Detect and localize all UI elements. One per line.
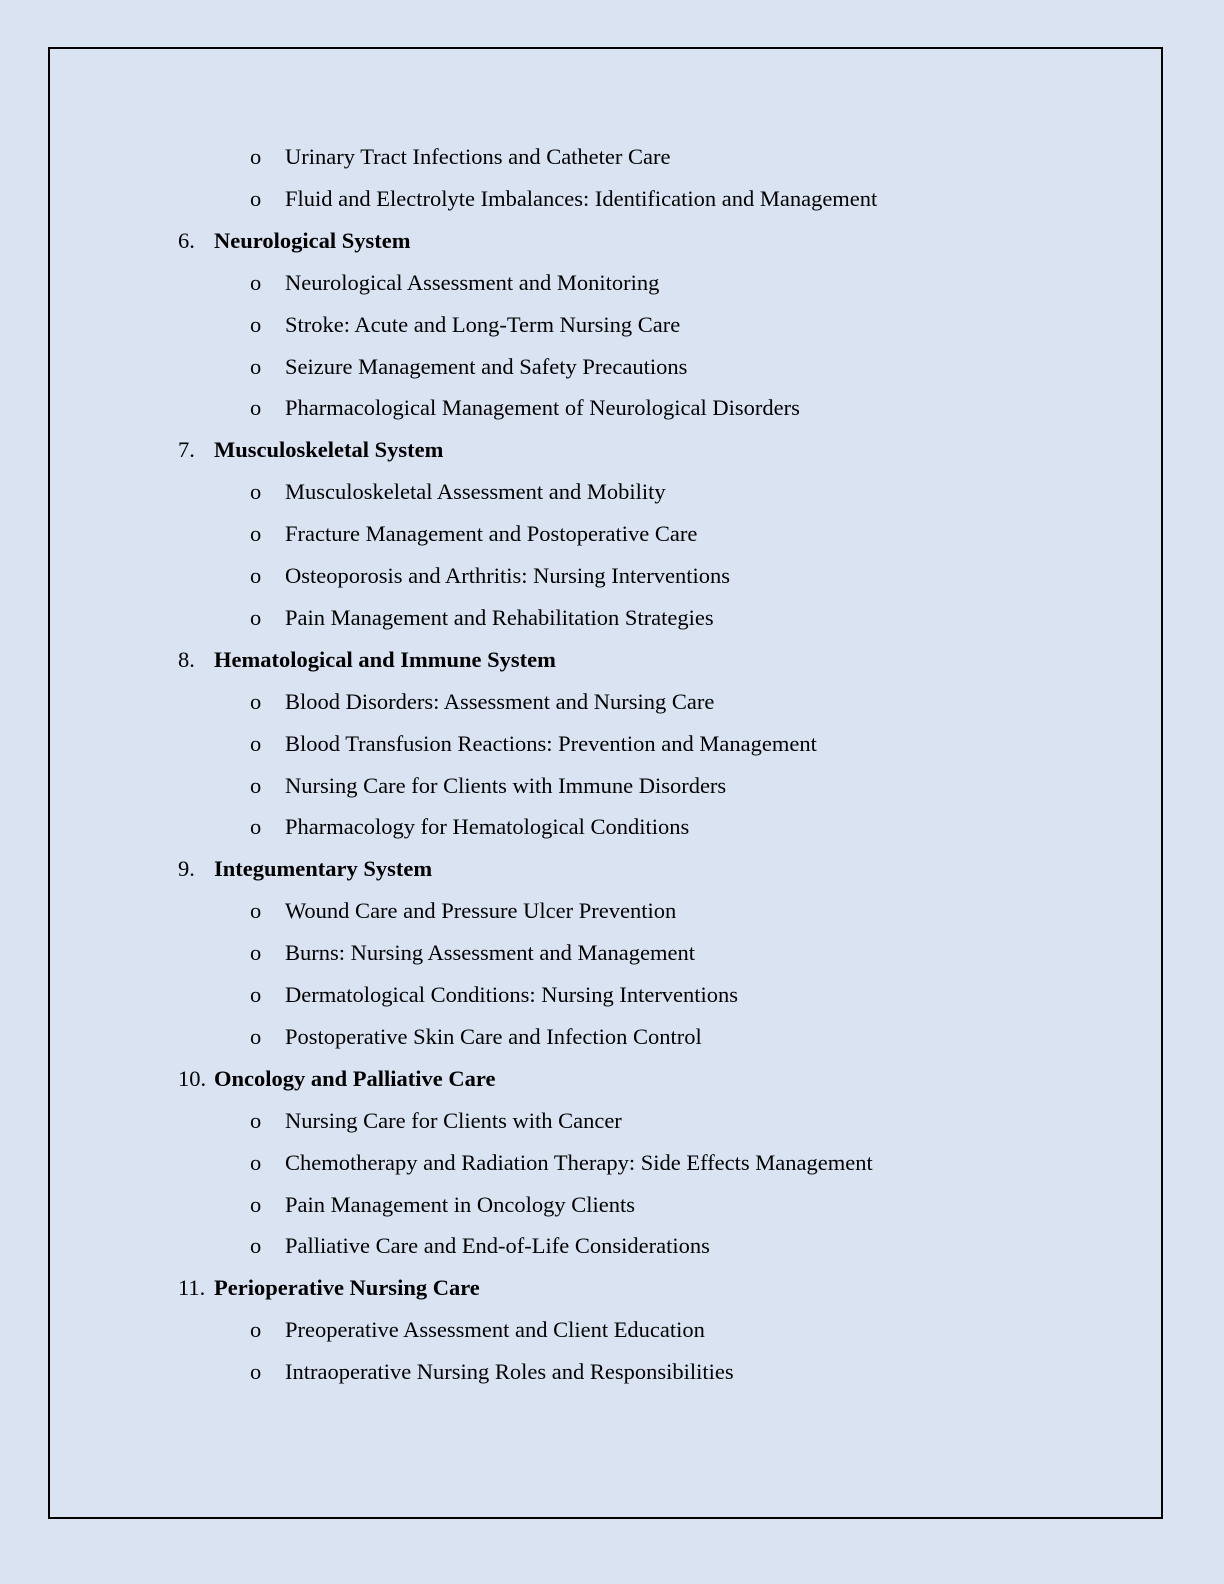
section-title: Oncology and Palliative Care (214, 1065, 496, 1091)
section-title: Hematological and Immune System (214, 646, 556, 672)
list-item-text: Wound Care and Pressure Ulcer Prevention (285, 898, 677, 924)
section-number: 9. (178, 856, 195, 882)
bullet-marker: o (250, 353, 262, 379)
section-title: Perioperative Nursing Care (214, 1275, 480, 1301)
list-item-text: Neurological Assessment and Monitoring (285, 269, 660, 295)
bullet-marker: o (250, 688, 262, 714)
bullet-marker: o (250, 604, 262, 630)
section-title: Musculoskeletal System (214, 437, 444, 463)
bullet-marker: o (250, 269, 262, 295)
bullet-marker: o (250, 982, 262, 1007)
bullet-marker: o (250, 1317, 262, 1343)
list-item-text: Postoperative Skin Care and Infection Control (285, 1023, 702, 1049)
bullet-marker: o (250, 311, 262, 337)
bullet-marker: o (250, 1233, 262, 1259)
bullet-marker: o (250, 1359, 262, 1385)
bullet-marker: o (250, 940, 262, 966)
list-item-text: Pharmacological Management of Neurological Disorders (285, 395, 800, 421)
bullet-marker: o (250, 1191, 262, 1217)
list-item-text: Palliative Care and End-of-Life Considerations (285, 1233, 710, 1259)
list-item-text: Nursing Care for Clients with Immune Disorders (285, 772, 727, 798)
list-item-text: Pain Management in Oncology Clients (285, 1191, 635, 1217)
list-item-text: Blood Disorders: Assessment and Nursing Care (285, 688, 715, 714)
section-number: 11. (178, 1275, 206, 1301)
list-item-text: Intraoperative Nursing Roles and Responsibilities (285, 1359, 734, 1385)
list-item-text: Fluid and Electrolyte Imbalances: Identification and Management (285, 185, 878, 211)
bullet-marker: o (250, 395, 262, 421)
bullet-marker: o (250, 1023, 262, 1049)
bullet-marker: o (250, 814, 262, 840)
section-number: 7. (178, 437, 195, 463)
bullet-marker: o (250, 1107, 262, 1133)
list-item-text: Blood Transfusion Reactions: Prevention and Management (285, 730, 817, 756)
section-title: Integumentary System (214, 856, 433, 882)
bullet-marker: o (250, 563, 262, 588)
section-number: 8. (178, 646, 195, 672)
list-item-text: Urinary Tract Infections and Catheter Care (285, 144, 671, 169)
bullet-marker: o (250, 1149, 262, 1175)
list-item-text: Dermatological Conditions: Nursing Interventions (285, 982, 739, 1007)
list-item-text: Fracture Management and Postoperative Care (285, 521, 698, 547)
list-item-text: Preoperative Assessment and Client Education (285, 1317, 705, 1343)
bullet-marker: o (250, 898, 262, 924)
bullet-marker: o (250, 479, 262, 505)
list-item-text: Stroke: Acute and Long-Term Nursing Care (285, 311, 681, 337)
list-item-text: Burns: Nursing Assessment and Management (285, 940, 695, 966)
list-item-text: Nursing Care for Clients with Cancer (285, 1107, 622, 1133)
bullet-marker: o (250, 521, 262, 547)
list-item-text: Osteoporosis and Arthritis: Nursing Interventions (285, 563, 730, 588)
section-number: 10. (178, 1065, 207, 1091)
section-title: Neurological System (214, 227, 411, 253)
section-number: 6. (178, 227, 195, 253)
list-item-text: Musculoskeletal Assessment and Mobility (285, 479, 666, 505)
list-item-text: Pharmacology for Hematological Conditions (285, 814, 690, 840)
bullet-marker: o (250, 185, 262, 211)
bullet-marker: o (250, 772, 262, 798)
bullet-marker: o (250, 730, 262, 756)
list-item-text: Pain Management and Rehabilitation Strategies (285, 604, 714, 630)
list-item-text: Chemotherapy and Radiation Therapy: Side Effects Management (285, 1149, 873, 1175)
list-item-text: Seizure Management and Safety Precautions (285, 353, 688, 379)
bullet-marker: o (250, 144, 262, 169)
